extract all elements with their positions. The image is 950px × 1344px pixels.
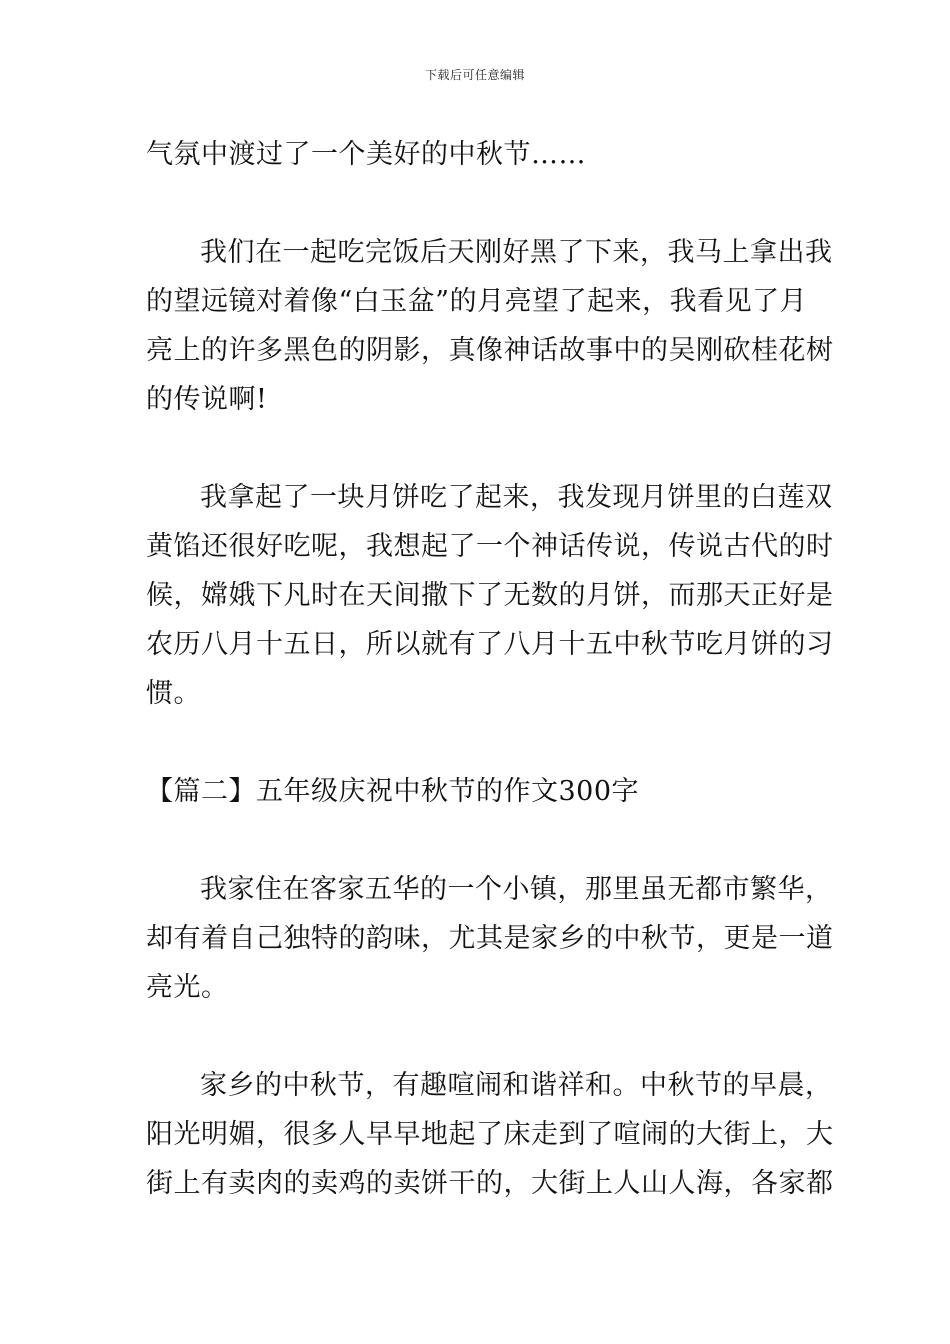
- paragraph-line: 候，嫦娥下凡时在天间撒下了无数的月饼，而那天正好是: [146, 580, 834, 611]
- paragraph-line: 街上有卖肉的卖鸡的卖饼干的，大街上人山人海，各家都: [146, 1168, 834, 1199]
- paragraph-line: 阳光明媚，很多人早早地起了床走到了喧闹的大街上，大: [146, 1119, 834, 1150]
- paragraph-2: [146, 473, 834, 718]
- paragraph-line: 我家住在客家五华的一个小镇，那里虽无都市繁华，: [200, 874, 833, 905]
- paragraph-gap: [146, 718, 808, 767]
- paragraph-line: 的望远镜对着像“白玉盆”的月亮望了起来，我看见了月: [146, 286, 808, 317]
- paragraph-gap: [146, 816, 808, 865]
- paragraph-line: 农历八月十五日，所以就有了八月十五中秋节吃月饼的习: [146, 629, 834, 660]
- document-body: [146, 130, 834, 1208]
- paragraph-line: 亮上的许多黑色的阴影，真像神话故事中的吴刚砍桂花树: [146, 335, 834, 366]
- paragraph-line: 家乡的中秋节，有趣喧闹和谐祥和。中秋节的早晨，: [200, 1070, 833, 1101]
- paragraph-1: [146, 228, 834, 424]
- paragraph-line: 亮光。: [146, 972, 229, 1003]
- paragraph-line: 黄馅还很好吃呢，我想起了一个神话传说，传说古代的时: [146, 531, 834, 562]
- paragraph-4: [146, 1061, 834, 1208]
- paragraph-line: 我拿起了一块月饼吃了起来，我发现月饼里的白莲双: [200, 482, 833, 513]
- paragraph-3: [146, 865, 834, 1012]
- paragraph-gap: [146, 1012, 808, 1061]
- paragraph-line: 的传说啊!: [146, 384, 268, 415]
- paragraph-line: 气氛中渡过了一个美好的中秋节……: [146, 139, 586, 170]
- paragraph-line: 却有着自己独特的韵味，尤其是家乡的中秋节，更是一道: [146, 923, 834, 954]
- paragraph-gap: [146, 424, 808, 473]
- section-title: 【篇二】五年级庆祝中秋节的作文300字: [146, 776, 640, 807]
- page-header-note: 下载后可任意编辑: [424, 68, 525, 82]
- paragraph-gap: [146, 179, 808, 228]
- paragraph-line: 惯。: [146, 678, 201, 709]
- paragraph-line: 我们在一起吃完饭后天刚好黑了下来，我马上拿出我: [200, 237, 833, 268]
